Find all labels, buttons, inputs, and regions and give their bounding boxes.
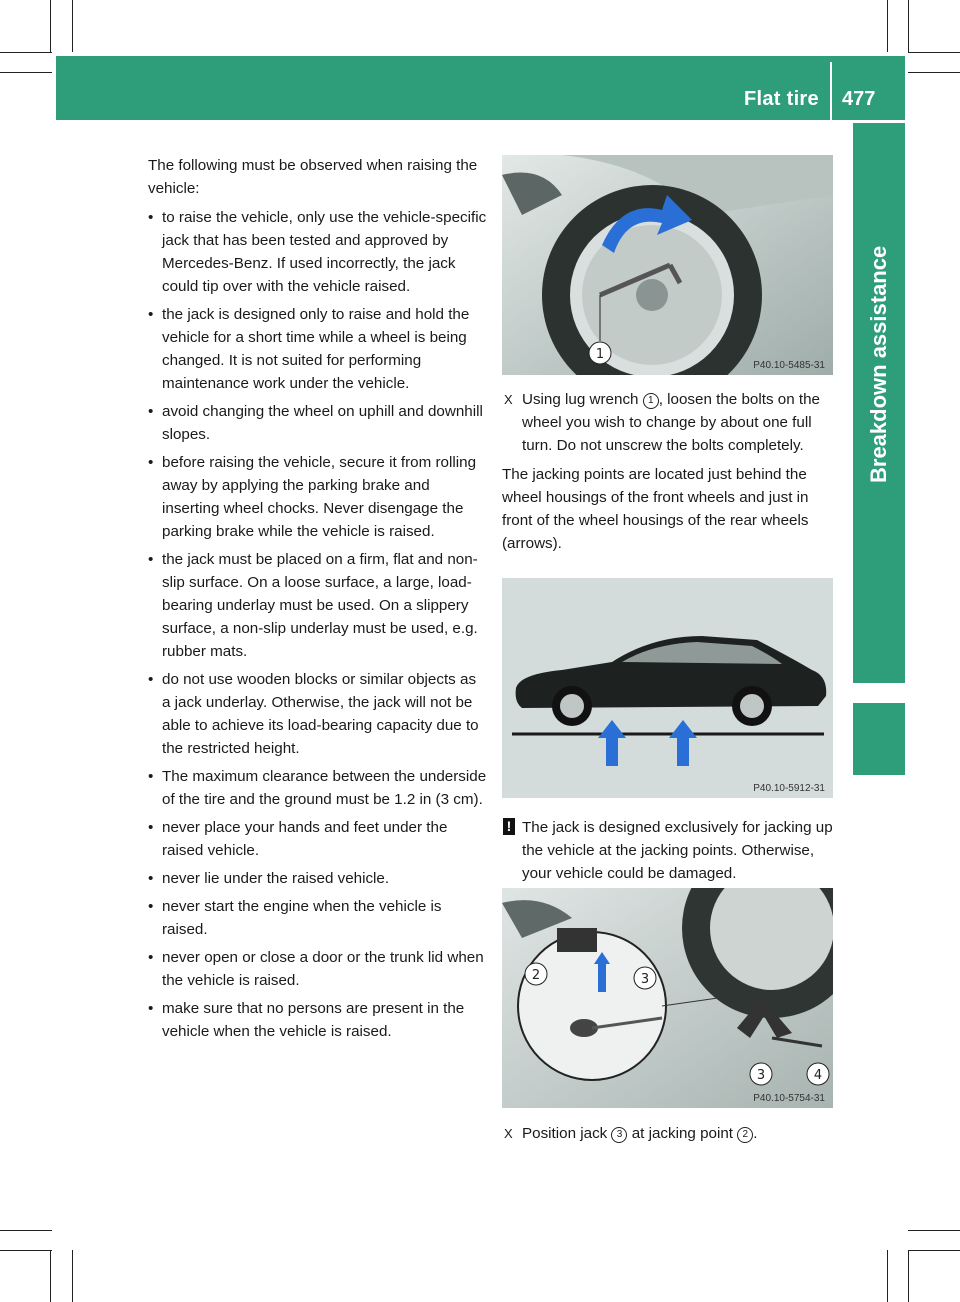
jack-position-illustration	[502, 888, 833, 1108]
step-arrow-icon: X	[504, 392, 513, 407]
callout-label: 3	[756, 1068, 766, 1083]
list-item: • never lie under the raised vehicle.	[148, 867, 488, 890]
warning-text: The jack is designed exclusively for jacking up the vehicle at the jacking points. Otherwise, your vehicle could be damaged.	[522, 819, 833, 882]
callout-label: 2	[531, 968, 541, 983]
crop-mark	[887, 1250, 888, 1302]
callout-number: 1	[643, 393, 659, 409]
crop-mark	[908, 72, 960, 73]
callout-label: 3	[640, 972, 650, 987]
crop-mark	[72, 0, 73, 52]
warning-block	[502, 816, 836, 891]
figure-code: P40.10-5485-31	[753, 360, 825, 371]
header-divider	[830, 62, 832, 120]
step-text: Position jack	[522, 1125, 612, 1142]
step-text: at jacking point	[627, 1125, 738, 1142]
callout-label: 4	[813, 1068, 823, 1083]
list-item: • make sure that no persons are present in the vehicle when the vehicle is raised.	[148, 997, 488, 1043]
list-item: • never start the engine when the vehicle is raised.	[148, 895, 488, 941]
figure-jacking-points	[502, 578, 833, 798]
figure-jack-position	[502, 888, 833, 1108]
crop-mark	[908, 1250, 960, 1251]
list-item: • to raise the vehicle, only use the vehicle-specific jack that has been tested and approved by Mercedes-Benz. If used incorrectly, the jack could tip over with the vehicle raised.	[148, 206, 488, 298]
car-jacking-points-illustration	[502, 578, 833, 798]
jacking-points-text: The jacking points are located just behind the wheel housings of the front wheels and just in front of the wheel housings of the rear wheels (arrows).	[502, 466, 809, 552]
right-column-upper	[502, 388, 836, 561]
callout-number: 2	[737, 1127, 753, 1143]
step-arrow-icon: X	[504, 1126, 513, 1141]
instruction-step	[502, 1122, 836, 1145]
section-title: Flat tire	[744, 88, 819, 110]
side-tab-marker	[853, 703, 905, 775]
list-item: • do not use wooden blocks or similar objects as a jack underlay. Otherwise, the jack will not be able to achieve its load-bearing capacity due to the restricted height.	[148, 668, 488, 760]
side-tab-label: Breakdown assistance	[866, 245, 891, 483]
crop-mark	[908, 1250, 909, 1302]
list-item: • the jack must be placed on a firm, flat and non-slip surface. On a loose surface, a large, load-bearing underlay must be used. On a slippery surface, a non-slip underlay must be used, e.g. rubber mats.	[148, 548, 488, 663]
crop-mark	[50, 0, 51, 52]
crop-mark	[908, 0, 909, 52]
right-column-lower	[502, 1122, 836, 1151]
warning-icon: !	[503, 818, 515, 835]
crop-mark	[908, 1230, 960, 1231]
step-text: Using lug wrench	[522, 391, 643, 408]
figure-code: P40.10-5912-31	[753, 783, 825, 794]
page-number: 477	[842, 88, 876, 110]
left-column	[148, 154, 488, 1048]
figure-lug-wrench	[502, 155, 833, 375]
crop-mark	[0, 1250, 52, 1251]
step-text: , loosen the bolts on the wheel you wish to change by about one full turn. Do not unscrew the bolts completely.	[522, 391, 820, 454]
list-item: • avoid changing the wheel on uphill and downhill slopes.	[148, 400, 488, 446]
callout-number: 3	[611, 1127, 627, 1143]
list-item: • never open or close a door or the trunk lid when the vehicle is raised.	[148, 946, 488, 992]
list-item: • before raising the vehicle, secure it from rolling away by applying the parking brake and inserting wheel chocks. Never disengage the parking brake while the vehicle is raised.	[148, 451, 488, 543]
list-item: • The maximum clearance between the underside of the tire and the ground must be 1.2 in (3 cm).	[148, 765, 488, 811]
precaution-list	[148, 206, 488, 1043]
warning-note	[502, 816, 836, 885]
crop-mark	[0, 52, 52, 53]
crop-mark	[887, 0, 888, 52]
figure-code: P40.10-5754-31	[753, 1093, 825, 1104]
callout-label: 1	[595, 347, 605, 362]
crop-mark	[0, 1230, 52, 1231]
intro-text: The following must be observed when raising the vehicle:	[148, 157, 478, 197]
crop-mark	[50, 1250, 51, 1302]
list-item: • never place your hands and feet under the raised vehicle.	[148, 816, 488, 862]
instruction-step	[502, 388, 836, 457]
crop-mark	[72, 1250, 73, 1302]
step-text: .	[753, 1125, 758, 1142]
list-item: • the jack is designed only to raise and hold the vehicle for a short time while a wheel is being changed. It is not suited for performing maintenance work under the vehicle.	[148, 303, 488, 395]
crop-mark	[908, 52, 960, 53]
lug-wrench-illustration	[502, 155, 833, 375]
crop-mark	[0, 72, 52, 73]
